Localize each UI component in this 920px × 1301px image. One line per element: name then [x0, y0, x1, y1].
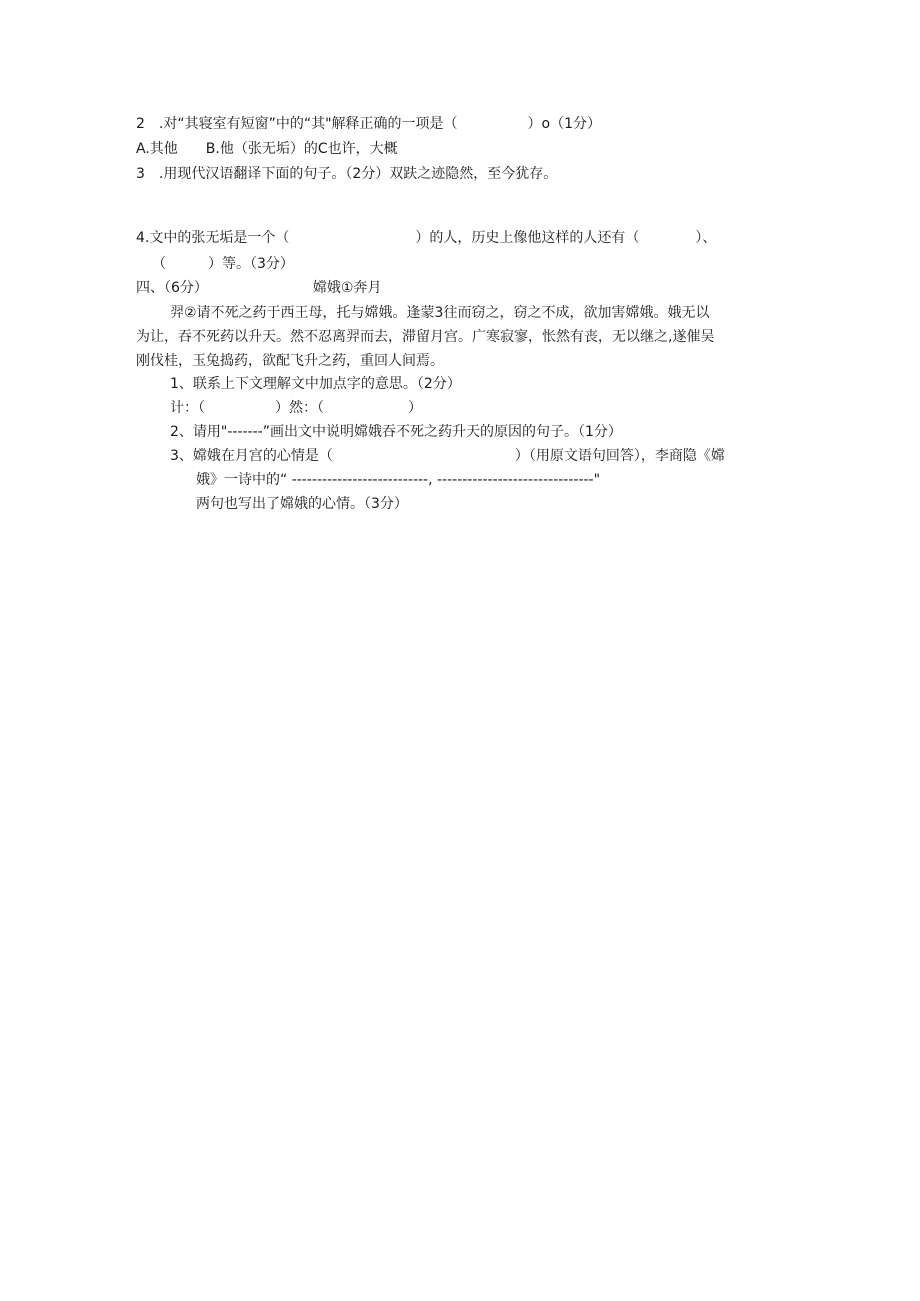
subquestion-1: 1、联系上下文理解文中加点字的意思。（2分）: [170, 376, 461, 392]
subquestion-1-blanks: 计：（ ）然：（ ）: [170, 400, 422, 416]
subquestion-3-ending: 两句也写出了嫦娥的心情。（3分）: [196, 496, 408, 512]
question-2-text: 2 .对“其寝室有短窗”中的“其"解释正确的一项是（ ）o（1分）: [136, 116, 602, 132]
question-2-options: A.其他 B.他（张无垢）的C也许，大概: [136, 141, 398, 157]
passage-line-2: 为让，吞不死药以升天。然不忍离羿而去，滞留月宫。广寒寂寥，怅然有丧，无以继之,遂催吴: [136, 329, 715, 345]
subquestion-3-continuation: 娥》一诗中的“ ---------------------------, -------------------------------": [196, 472, 601, 488]
question-3-text: 3 .用现代汉语翻译下面的句子。（2分）双趺之迹隐然，至今犹存。: [136, 166, 558, 182]
section-4-heading: 四、（6分） 嫦娥①奔月: [136, 280, 382, 296]
passage-line-1: 羿②请不死之药于西王母，托与嫦娥。逢蒙3往而窃之，窃之不成，欲加害嫦娥。娥无以: [170, 305, 710, 321]
subquestion-3: 3、嫦娥在月宫的心情是（ ）（用原文语句回答），李商隐《嫦: [170, 448, 725, 464]
question-4-continuation: （ ）等。（3分）: [152, 256, 294, 272]
passage-line-3: 刚伐桂，玉兔捣药，欲配飞升之药，重回人间焉。: [136, 353, 444, 369]
subquestion-2: 2、请用"-------”画出文中说明嫦娥吞不死之药升天的原因的句子。（1分）: [170, 424, 622, 440]
question-4-text: 4.文中的张无垢是一个（ ）的人，历史上像他这样的人还有（ ）、: [136, 230, 717, 246]
